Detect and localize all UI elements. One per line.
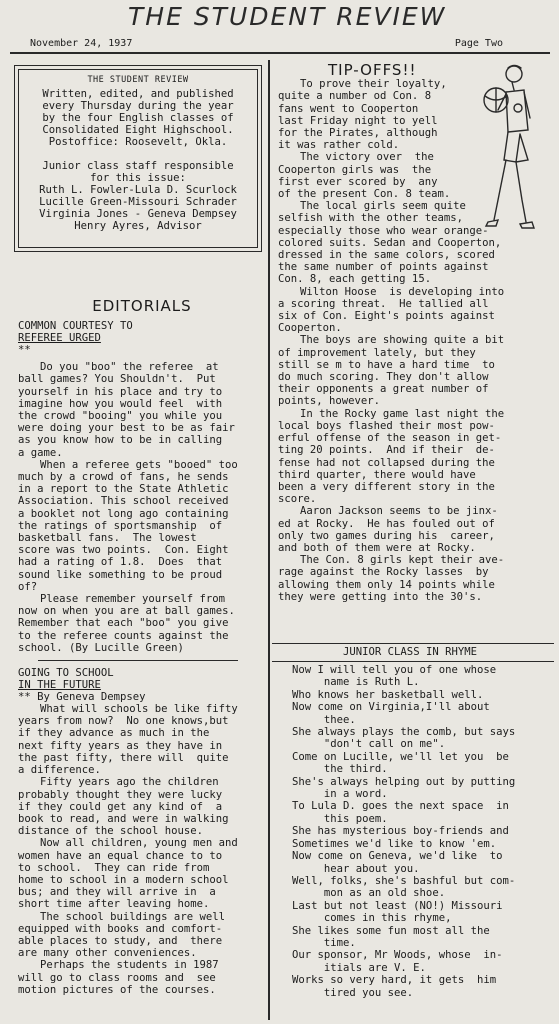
text-line: Fifty years ago the children [40,776,219,789]
paragraph [278,286,554,335]
text-line: score was two points. Con. Eight [18,544,229,557]
staff-box-line: by the four English classes of [42,112,234,124]
text-line: in a report to the State Athletic [18,483,229,496]
text-line: for the Pirates, although [278,127,438,140]
text-line: to school. They can ride from [18,861,210,874]
paragraph [18,703,266,776]
text-line: The victory over the [300,151,434,164]
text-line: the crowd "booing" you while you [18,410,223,423]
article2-headline [18,667,266,703]
text-line: as you know how to be in calling [18,434,223,447]
rhyme-line: the third. [292,763,388,776]
text-line: school. (By Lucille Green) [18,641,184,654]
text-line: were doing your best to be as fair [18,422,235,435]
text-line: will go to class rooms and see [18,971,216,984]
text-line: they were getting into the 30's. [278,590,483,603]
text-line: The boys are showing quite a bit [300,334,505,347]
headline-line: GOING TO SCHOOL [18,667,114,680]
article1-headline [18,320,266,356]
text-line: sound like something to be proud [18,568,223,581]
text-line: the ratings of sportsmanship of [18,519,223,532]
text-line: Wilton Hoose is developing into [300,285,505,298]
rhyme-line: Our sponsor, Mr Woods, whose in- [292,949,503,962]
text-line: much by a crowd of fans, he sends [18,471,229,484]
rhyme-line: name is Ruth L. [292,676,420,689]
text-line: probably thought they were lucky [18,788,223,801]
headline-line: REFEREE URGED [18,332,101,345]
text-line: colored suits. Sedan and Cooperton, [278,236,502,249]
text-line: now on when you are at ball games. [18,605,235,618]
text-line: the same number of points against [278,261,489,274]
rhyme-line: time. [292,936,356,949]
text-line: years from now? No one knows,but [18,715,229,728]
rhyme-line: Well, folks, she's bashful but com- [292,874,516,887]
basketball-player-illustration [468,60,540,242]
staff-box-line: Postoffice: Roosevelt, Okla. [48,136,228,148]
rhyme-line: She's always helping out by putting [292,775,516,788]
text-line: a difference. [18,764,101,777]
text-line: a scoring threat. He tallied all [278,297,489,310]
text-line: When a referee gets "booed" too [40,458,238,471]
text-line: Cooperton girls was the [278,163,432,176]
rhyme-line: mon as an old shoe. [292,887,446,900]
text-line: allowing them only 14 points while [278,578,495,591]
text-line: Now all children, young men and [40,837,238,850]
text-line: of improvement lately, but they [278,346,476,359]
column-divider [268,60,270,1020]
text-line: The school buildings are well [40,910,225,923]
text-line: a booklet not long ago containing [18,507,229,520]
text-line: rage against the Rocky lasses by [278,566,489,579]
text-line: of the present Con. 8 team. [278,188,451,201]
text-line: first ever scored by any [278,175,438,188]
text-line: only two games during his career, [278,529,495,542]
paragraph [18,459,266,593]
paragraph [18,959,266,996]
text-line: book to read, and were in walking [18,812,229,825]
staff-header-line: Junior class staff responsible [42,160,234,172]
text-line: Perhaps the students in 1987 [40,959,219,972]
text-line: Do you "boo" the referee at [40,361,219,374]
text-line: erful offense of the season in get- [278,432,502,445]
text-line: of? [18,580,38,593]
masthead-rule [10,52,550,54]
text-line: points, however. [278,395,381,408]
text-line: third quarter, there would have [278,468,476,481]
rhyme-line: Now come on Virginia,I'll about [292,701,490,714]
text-line: fans went to Cooperton [278,102,419,115]
rhyme-line: Come on Lucille, we'll let you be [292,750,509,763]
editorials-heading: EDITORIALS [92,297,192,315]
text-line: Aaron Jackson seems to be jinx- [300,505,498,518]
text-line: if they advance as much in the [18,727,210,740]
text-line: equipped with books and comfort- [18,922,223,935]
text-line: What will schools be like fifty [40,703,238,716]
rhyme-line: hear about you. [292,862,420,875]
text-line: The local girls seem quite [300,200,466,213]
text-line: able places to study, and there [18,934,223,947]
article-separator [38,660,238,661]
article1-body [18,361,266,654]
text-line: Association. This school received [18,495,229,508]
text-line: especially those who wear orange- [278,224,489,237]
staff-member: Henry Ayres, Advisor [74,220,202,232]
text-line: had a rating of 1.8. Does that [18,556,223,569]
text-line: still se m to have a hard time to [278,358,495,371]
text-line: motion pictures of the courses. [18,983,216,996]
rhyme-top-rule [272,643,554,644]
rhyme-body [292,664,556,999]
text-line: bus; and they will arrive in a [18,886,216,899]
paragraph [278,334,554,407]
text-line: short time after leaving home. [18,898,210,911]
article2-body [18,703,266,996]
rhyme-line: Sometimes we'd like to know 'em. [292,837,497,850]
text-line: the past fifty, there will quite [18,751,229,764]
text-line: selfish with the other teams, [278,212,463,225]
paragraph [278,505,554,554]
text-line: their opponents a great number of [278,383,489,396]
text-line: local boys flashed their most pow- [278,419,495,432]
staff-member: Lucille Green-Missouri Schrader [39,196,237,208]
rhyme-line: this poem. [292,812,388,825]
text-line: to the referee counts against the [18,629,229,642]
masthead-title: THE STUDENT REVIEW [128,2,447,31]
text-line: ting 20 points. And if their de- [278,444,495,457]
rhyme-line: She has mysterious boy-friends and [292,825,509,838]
text-line: dressed in the same colors, scored [278,249,495,262]
headline-line: COMMON COURTESY TO [18,320,133,333]
text-line: ball games? You Shouldn't. Put [18,373,216,386]
issue-date: November 24, 1937 [30,38,133,49]
text-line: ed at Rocky. He has fouled out of [278,517,495,530]
text-line: yourself in his place and try to [18,385,223,398]
text-line: it was rather cold. [278,139,400,152]
text-line: imagine how you would feel with [18,397,223,410]
paragraph [278,554,554,603]
rhyme-line: in a word. [292,788,388,801]
text-line: Remember that each "boo" you give [18,617,229,630]
article2-byline: ** By Geneva Dempsey [18,691,146,704]
rhyme-line: Now I will tell you of one whose [292,664,497,676]
text-line: home to school in a modern school [18,873,229,886]
staff-box-line: every Thursday during the year [42,100,234,112]
rhyme-line: To Lula D. goes the next space in [292,800,509,813]
staff-box-header: THE STUDENT REVIEW [87,75,189,85]
paragraph [18,911,266,960]
text-line: In the Rocky game last night the [300,407,505,420]
text-line: Cooperton. [278,322,342,335]
text-line: and both of them were at Rocky. [278,541,476,554]
staff-header-line: for this issue: [90,172,186,184]
rhyme-line: "don't call on me". [292,738,446,751]
text-line: The Con. 8 girls kept their ave- [300,554,505,567]
paragraph [18,361,266,459]
rhyme-line: thee. [292,713,356,726]
text-line: Con. 8, each getting 15. [278,273,432,286]
text-line: score. [278,493,317,506]
staff-box-line: Written, edited, and published [42,88,234,100]
paragraph [18,593,266,654]
text-line: women have an equal chance to to [18,849,223,862]
text-line: fense had not collapsed during the [278,456,495,469]
rhyme-line: tired you see. [292,986,414,999]
text-line: Please remember yourself from [40,593,225,606]
editorials-column [18,297,266,996]
rhyme-section [290,646,554,658]
text-line: are many other conveniences. [18,947,197,960]
text-line: last Friday night to yell [278,114,438,127]
rhyme-line: She always plays the comb, but says [292,726,516,739]
tipoffs-heading: TIP-OFFS!! [328,61,417,79]
page-number: Page Two [454,38,503,49]
rhyme-line: Works so very hard, it gets him [292,974,497,987]
rhyme-line: Last but not least (NO!) Missouri [292,899,503,912]
headline-marker: ** [18,344,31,357]
text-line: been a very different story in the [278,480,495,493]
rhyme-title: JUNIOR CLASS IN RHYME [343,646,477,658]
staff-box [14,65,262,252]
headline-line: IN THE FUTURE [18,679,101,692]
staff-box-line: Consolidated Eight Highschool. [42,124,234,136]
paragraph [278,408,554,506]
rhyme-line: comes in this rhyme, [292,912,452,925]
rhyme-line: Now come on Geneva, we'd like to [292,850,503,863]
paragraph [18,837,266,910]
staff-member: Ruth L. Fowler-Lula D. Scurlock [39,184,237,196]
rhyme-title-rule [272,661,554,662]
text-line: quite a number od Con. 8 [278,90,432,103]
paragraph [18,776,266,837]
text-line: six of Con. Eight's points against [278,310,495,323]
text-line: do much scoring. They don't allow [278,371,489,384]
text-line: a game. [18,446,63,459]
rhyme-line: Who knows her basketball well. [292,688,484,701]
staff-member: Virginia Jones - Geneva Dempsey [39,208,237,220]
rhyme-line: itials are V. E. [292,961,426,974]
rhyme-line: She likes some fun most all the [292,924,490,937]
text-line: basketball fans. The lowest [18,532,197,545]
text-line: distance of the school house. [18,825,203,838]
text-line: next fifty years as they have in [18,739,223,752]
text-line: if they could get any kind of a [18,800,223,813]
text-line: To prove their loyalty, [300,78,447,91]
